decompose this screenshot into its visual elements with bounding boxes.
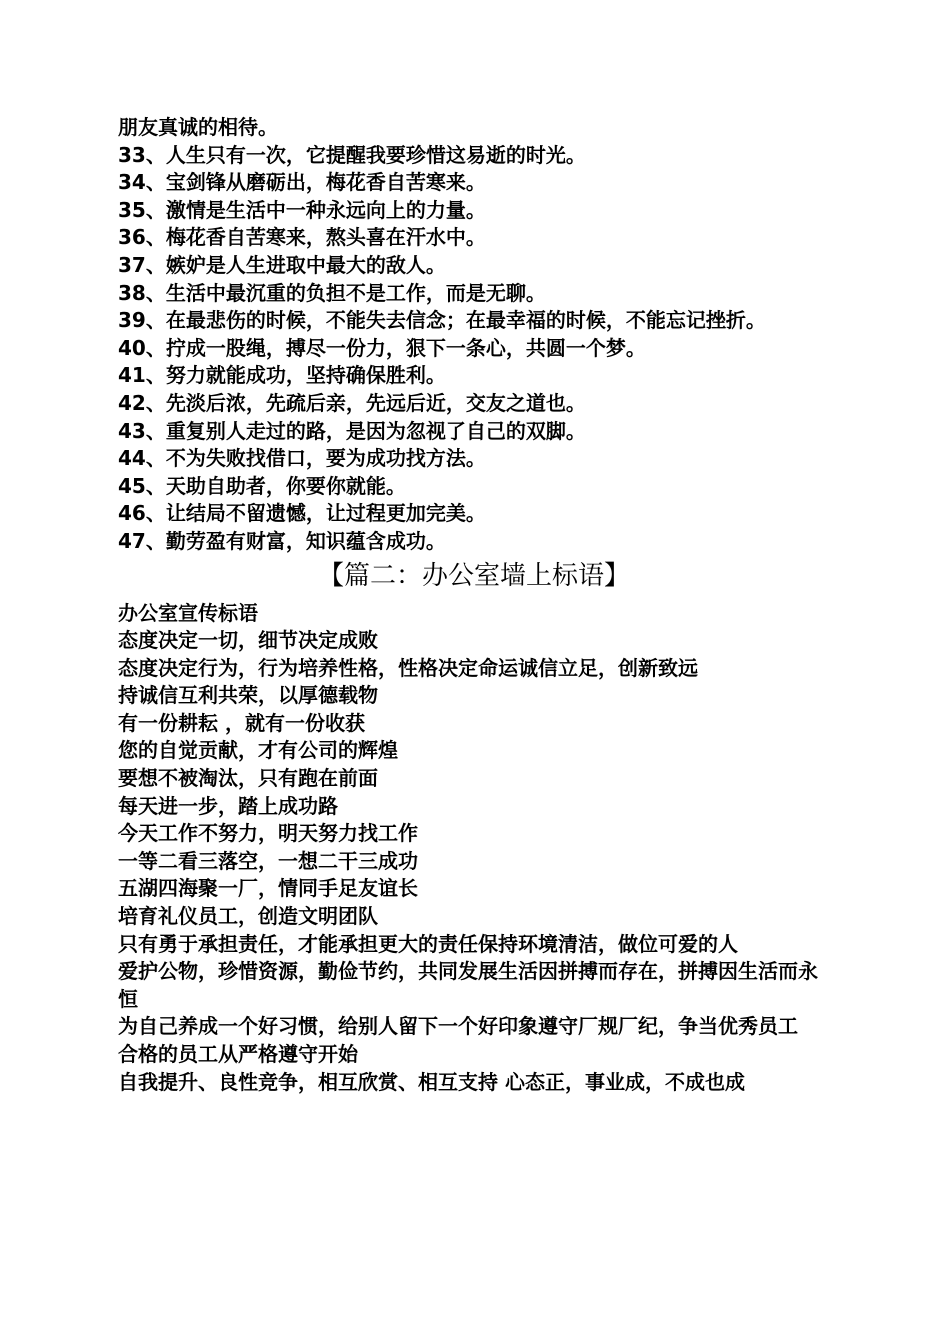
office-slogan-line: 要想不被淘汰，只有跑在前面 — [118, 766, 378, 791]
slogan-line-45: 45、天助自助者，你要你就能。 — [118, 473, 406, 498]
slogan-line-34: 34、宝剑锋从磨砺出，梅花香自苦寒来。 — [118, 170, 486, 195]
office-slogan-line: 合格的员工从严格遵守开始 — [118, 1042, 358, 1066]
slogan-line-40: 40、拧成一股绳，搏尽一份力，狠下一条心，共圆一个梦。 — [118, 335, 646, 360]
slogan-line-38: 38、生活中最沉重的负担不是工作，而是无聊。 — [118, 280, 546, 305]
slogan-line-39: 39、在最悲伤的时候，不能失去信念；在最幸福的时候，不能忘记挫折。 — [118, 308, 766, 333]
office-slogan-line: 态度决定一切，细节决定成败 — [118, 628, 378, 653]
slogan-line-33: 33、人生只有一次，它提醒我要珍惜这易逝的时光。 — [118, 142, 586, 167]
slogan-list-part2 — [118, 600, 830, 1097]
slogan-list-part1 — [118, 114, 830, 556]
office-slogan-line: 只有勇于承担责任，才能承担更大的责任保持环境清洁，做位可爱的人 — [118, 931, 738, 956]
section-heading: 【篇二：办公室墙上标语】 — [317, 560, 630, 591]
text-line: 朋友真诚的相待。 — [118, 115, 278, 139]
slogan-line-47: 47、勤劳盈有财富，知识蕴含成功。 — [118, 528, 446, 553]
office-slogan-line: 爱护公物，珍惜资源，勤俭节约，共同发展生活因拼搏而存在，拼搏因生活而永恒 — [118, 959, 818, 1011]
slogan-line-44: 44、不为失败找借口，要为成功找方法。 — [118, 446, 486, 471]
slogan-line-36: 36、梅花香自苦寒来，熬头喜在汗水中。 — [118, 225, 486, 250]
office-slogan-line: 自我提升、良性竞争，相互欣赏、相互支持 心态正，事业成，不成也成 — [118, 1069, 745, 1094]
office-slogan-line: 培育礼仪员工，创造文明团队 — [118, 904, 378, 929]
subsection-title: 办公室宣传标语 — [118, 600, 258, 625]
slogan-line-46: 46、让结局不留遗憾，让过程更加完美。 — [118, 501, 486, 526]
office-slogan-line: 持诚信互利共荣，以厚德载物 — [118, 683, 378, 708]
office-slogan-line: 每天进一步，踏上成功路 — [118, 793, 338, 818]
office-slogan-line: 为自己养成一个好习惯，给别人留下一个好印象遵守厂规厂纪，争当优秀员工 — [118, 1014, 798, 1039]
slogan-line-43: 43、重复别人走过的路，是因为忽视了自己的双脚。 — [118, 418, 586, 443]
office-slogan-line: 态度决定行为，行为培养性格，性格决定命运诚信立足，创新致远 — [118, 655, 698, 680]
slogan-line-37: 37、嫉妒是人生进取中最大的敌人。 — [118, 252, 446, 277]
office-slogan-line: 一等二看三落空，一想二干三成功 — [118, 848, 418, 873]
document-body — [118, 114, 830, 1096]
slogan-line-41: 41、努力就能成功，坚持确保胜利。 — [118, 363, 446, 388]
office-slogan-line: 有一份耕耘 ，就有一份收获 — [118, 710, 365, 735]
slogan-line-42: 42、先淡后浓，先疏后亲，先远后近，交友之道也。 — [118, 390, 586, 415]
office-slogan-line: 您的自觉贡献，才有公司的辉煌 — [118, 738, 398, 763]
slogan-line-35: 35、激情是生活中一种永远向上的力量。 — [118, 197, 486, 222]
office-slogan-line: 五湖四海聚一厂，情同手足友谊长 — [118, 876, 418, 901]
office-slogan-line: 今天工作不努力，明天努力找工作 — [118, 821, 418, 846]
